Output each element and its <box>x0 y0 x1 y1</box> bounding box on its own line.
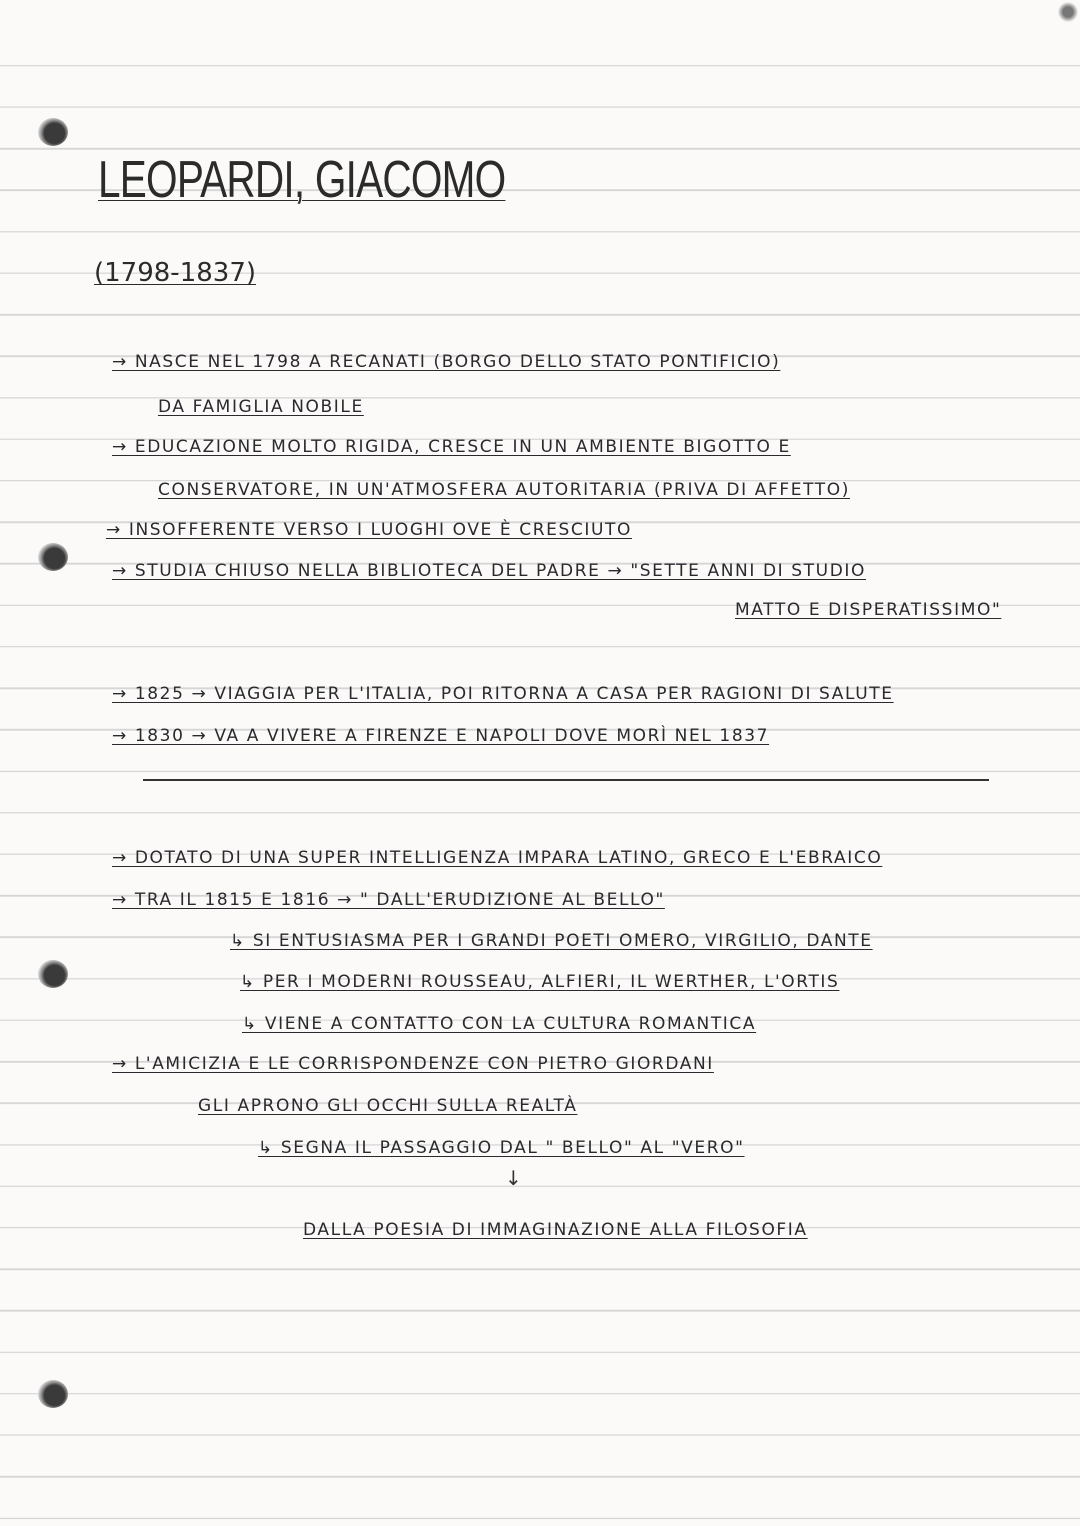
down-arrow-icon: ↓ <box>505 1166 522 1190</box>
note-line: → STUDIA CHIUSO NELLA BIBLIOTECA DEL PADRE → "SETTE ANNI DI STUDIO <box>112 561 866 581</box>
note-line: ↳ PER I MODERNI ROUSSEAU, ALFIERI, IL WERTHER, L'ORTIS <box>240 972 840 992</box>
note-line: ↳ SEGNA IL PASSAGGIO DAL " BELLO" AL "VERO" <box>258 1138 745 1158</box>
note-line: MATTO E DISPERATISSIMO" <box>735 600 1002 620</box>
punch-hole <box>38 543 68 571</box>
note-line: ↳ SI ENTUSIASMA PER I GRANDI POETI OMERO, VIRGILIO, DANTE <box>230 931 873 951</box>
note-line: CONSERVATORE, IN UN'ATMOSFERA AUTORITARIA (PRIVA DI AFFETTO) <box>158 480 850 500</box>
punch-hole <box>38 960 68 988</box>
note-line: → TRA IL 1815 E 1816 → " DALL'ERUDIZIONE AL BELLO" <box>112 890 665 910</box>
note-line: → L'AMICIZIA E LE CORRISPONDENZE CON PIETRO GIORDANI <box>112 1054 714 1074</box>
note-line: DALLA POESIA DI IMMAGINAZIONE ALLA FILOSOFIA <box>303 1220 808 1240</box>
life-dates: (1798-1837) <box>94 258 257 288</box>
punch-hole <box>38 1380 68 1408</box>
page-corner-mark <box>1056 0 1080 24</box>
note-line: ↳ VIENE A CONTATTO CON LA CULTURA ROMANTICA <box>242 1014 757 1034</box>
note-line: → 1825 → VIAGGIA PER L'ITALIA, POI RITORNA A CASA PER RAGIONI DI SALUTE <box>112 684 894 704</box>
note-line: → DOTATO DI UNA SUPER INTELLIGENZA IMPARA LATINO, GRECO E L'EBRAICO <box>112 848 883 868</box>
note-line: → 1830 → VA A VIVERE A FIRENZE E NAPOLI DOVE MORÌ NEL 1837 <box>112 726 770 746</box>
punch-hole <box>38 118 68 146</box>
note-line: → INSOFFERENTE VERSO I LUOGHI OVE È CRESCIUTO <box>106 520 632 540</box>
note-line: → EDUCAZIONE MOLTO RIGIDA, CRESCE IN UN AMBIENTE BIGOTTO E <box>112 437 791 457</box>
note-line: → NASCE NEL 1798 A RECANATI (BORGO DELLO STATO PONTIFICIO) <box>112 352 781 372</box>
section-divider <box>143 779 989 781</box>
page-title: LEOPARDI, GIACOMO <box>98 151 506 209</box>
note-line: GLI APRONO GLI OCCHI SULLA REALTÀ <box>198 1096 578 1116</box>
note-line: DA FAMIGLIA NOBILE <box>158 397 364 417</box>
